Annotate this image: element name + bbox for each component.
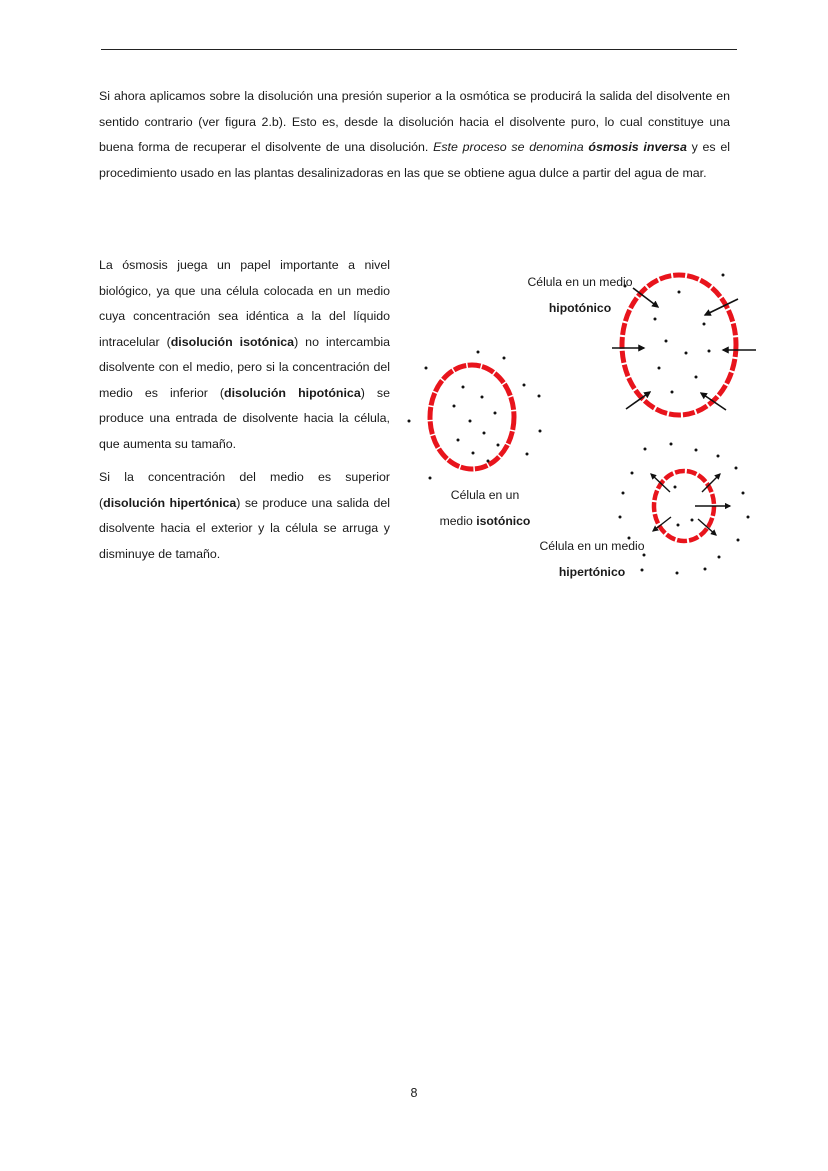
paragraph-biological-role: La ósmosis juega un papel importante a nivel biológico, ya que una célula colocada en un medio cuya concentración sea idéntica a la del líquido intracelular (disolución isotónica) no intercambia disolvente con el medio, pero si la concentración del medio es inferior (disolución hipotónica) se produce una entrada de disolvente hacia la célula, que aumenta su tamaño. [99, 258, 390, 451]
paragraph-reverse-osmosis: Si ahora aplicamos sobre la disolución una presión superior a la osmótica se producirá la salida del disolvente en sentido contrario (ver figura 2.b). Esto es, desde la disolución hacia el disolvente puro, lo cual constituye una buena forma de recuperar el disolvente de una disolución. Este proceso se denomina ósmosis inversa y es el procedimiento usado en las plantas desalinizadoras en las que se obtiene agua dulce a partir del agua de mar. [99, 89, 730, 180]
caption-hypotonic-line1: Célula en un medio [527, 275, 633, 289]
caption-hypotonic-line2: hipotónico [548, 300, 612, 315]
paragraph-hypertonic: Si la concentración del medio es superior (disolución hipertónica) se produce una salida del disolvente hacia el exterior y la célula se arruga y disminuye de tamaño. [99, 470, 390, 561]
caption-hypertonic-line1: Célula en un medio [539, 539, 645, 553]
caption-isotonic-line1: Célula en un [450, 488, 520, 502]
caption-hypertonic [528, 534, 656, 585]
osmosis-cells-figure [400, 255, 770, 595]
isotonic-cell [408, 351, 542, 480]
caption-hypotonic [510, 270, 650, 321]
caption-isotonic-line2: medio isotónico [439, 513, 531, 528]
caption-hypertonic-line2: hipertónico [558, 564, 626, 579]
header-rule [101, 49, 737, 50]
caption-isotonic [425, 483, 545, 534]
page-number: 8 [410, 1086, 418, 1100]
